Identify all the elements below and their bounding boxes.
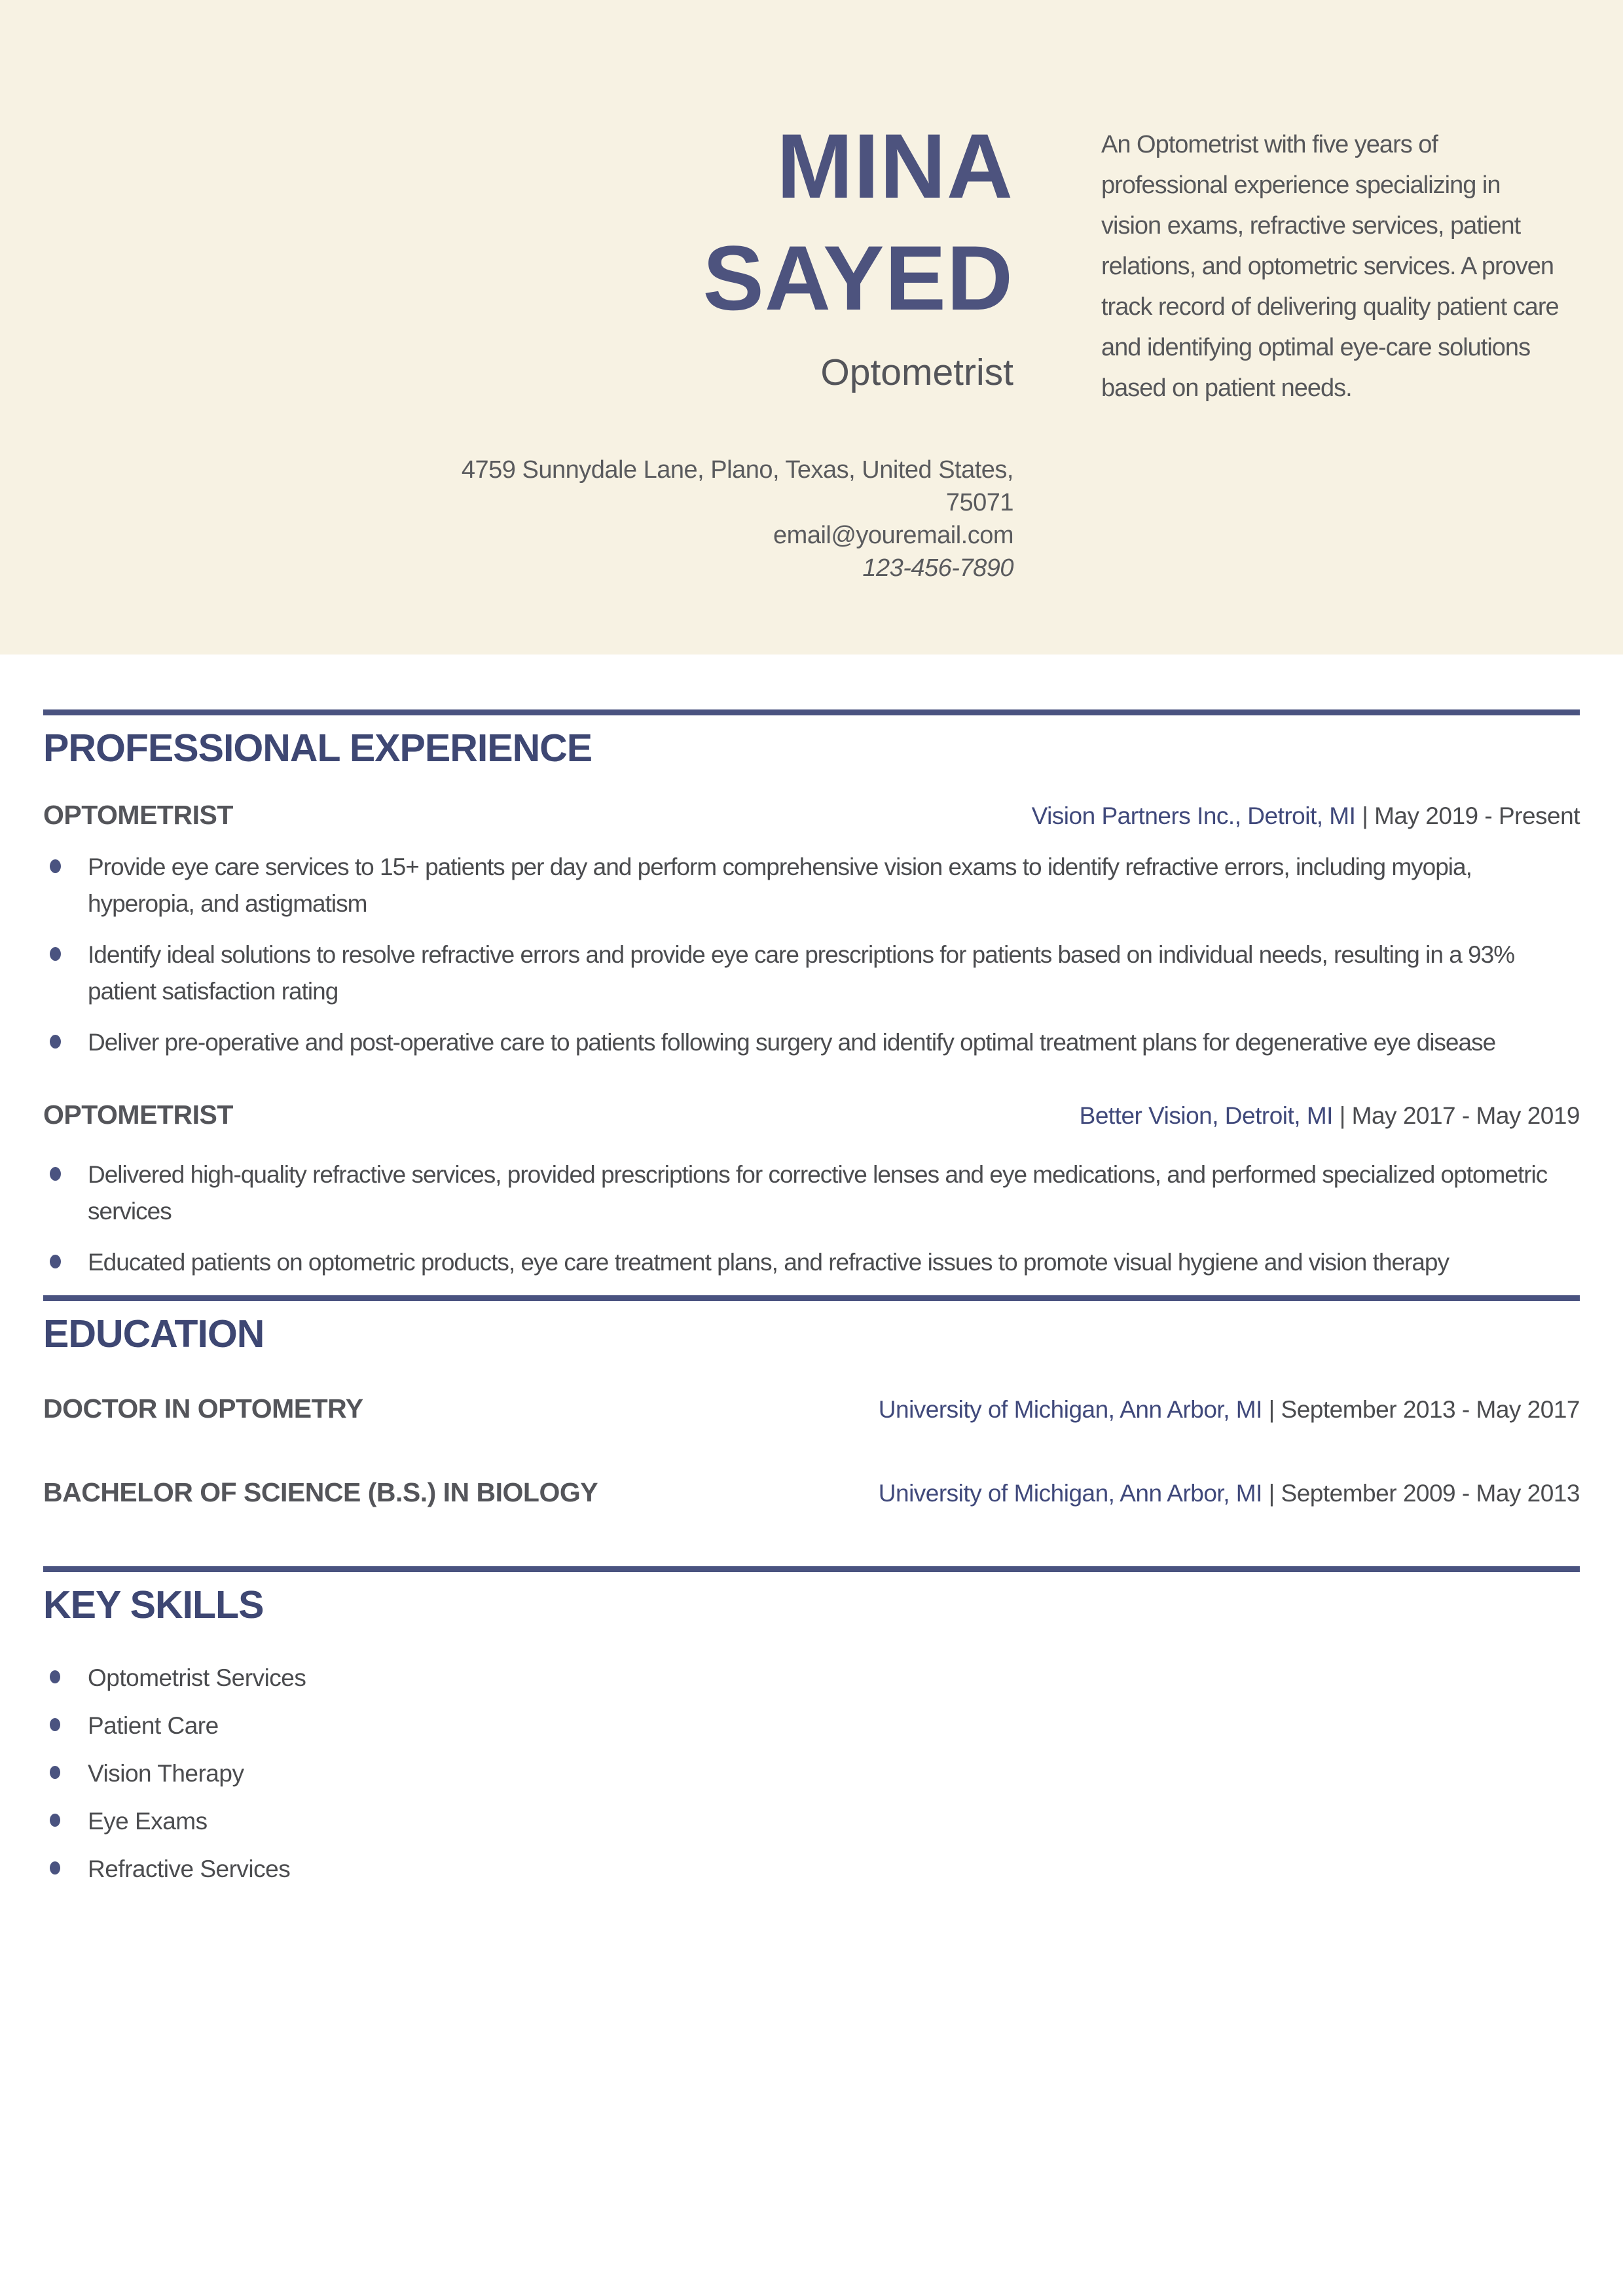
first-name: MINA — [776, 115, 1013, 217]
job-bullet-list — [43, 1157, 1580, 1281]
contact-phone: 123-456-7890 — [862, 554, 1013, 582]
job-header — [43, 1098, 1580, 1133]
last-name: SAYED — [702, 226, 1013, 329]
contact-block — [0, 454, 1013, 584]
job-dates: May 2017 - May 2019 — [1351, 1102, 1580, 1129]
meta-separator: | — [1362, 802, 1368, 829]
person-job-title: Optometrist — [820, 351, 1013, 393]
job-role: OPTOMETRIST — [43, 800, 233, 830]
name-block — [0, 110, 1013, 394]
contact-address-line1: 4759 Sunnydale Lane, Plano, Texas, United States, — [461, 456, 1013, 484]
job-bullet: Delivered high-quality refractive services, provided prescriptions for corrective lenses and eye medications, and performed specialized optometric services — [43, 1157, 1580, 1230]
experience-divider — [43, 709, 1580, 715]
resume-body — [0, 655, 1623, 1899]
job-meta — [1032, 799, 1580, 833]
job-dates: May 2019 - Present — [1374, 802, 1580, 829]
job-bullet: Deliver pre-operative and post-operative care to patients following surgery and identify optimal treatment plans for degenerative eye disease — [43, 1024, 1580, 1061]
degree-school: University of Michigan, Ann Arbor, MI — [878, 1480, 1262, 1507]
job-bullet-list — [43, 849, 1580, 1061]
job-company: Better Vision, Detroit, MI — [1079, 1102, 1333, 1129]
skills-section-title: KEY SKILLS — [43, 1583, 264, 1626]
job-bullet: Educated patients on optometric products, eye care treatment plans, and refractive issues to promote visual hygiene and vision therapy — [43, 1244, 1580, 1281]
degree-meta — [879, 1393, 1580, 1427]
job-bullet: Provide eye care services to 15+ patients per day and perform comprehensive vision exams to identify refractive errors, including myopia, hyperopia, and astigmatism — [43, 849, 1580, 922]
skill-item: Optometrist Services — [43, 1660, 1580, 1696]
education-row — [43, 1391, 1580, 1427]
job-role: OPTOMETRIST — [43, 1100, 233, 1130]
skills-list — [43, 1660, 1580, 1888]
skills-divider — [43, 1566, 1580, 1572]
degree-name: BACHELOR OF SCIENCE (B.S.) IN BIOLOGY — [43, 1477, 598, 1507]
resume-header — [0, 0, 1623, 655]
meta-separator: | — [1339, 1102, 1345, 1129]
education-row — [43, 1475, 1580, 1511]
person-name — [0, 110, 1013, 334]
meta-separator: | — [1268, 1480, 1275, 1507]
degree-dates: September 2013 - May 2017 — [1281, 1396, 1580, 1423]
profile-summary: An Optometrist with five years of professional experience specializing in vision exams, refractive services, patient relations, and optometric services. A proven track record of delivering quality patient care and identifying optimal eye-care solutions based on patient needs. — [1101, 131, 1559, 402]
degree-dates: September 2009 - May 2013 — [1281, 1480, 1580, 1507]
job-bullet: Identify ideal solutions to resolve refractive errors and provide eye care prescriptions for patients based on individual needs, resulting in a 93% patient satisfaction rating — [43, 937, 1580, 1010]
education-divider — [43, 1295, 1580, 1301]
meta-separator: | — [1268, 1396, 1275, 1423]
job-company: Vision Partners Inc., Detroit, MI — [1031, 802, 1356, 829]
contact-email: email@youremail.com — [773, 522, 1013, 549]
job-header — [43, 798, 1580, 833]
skill-item: Patient Care — [43, 1708, 1580, 1744]
degree-school: University of Michigan, Ann Arbor, MI — [878, 1396, 1262, 1423]
skill-item: Vision Therapy — [43, 1755, 1580, 1792]
experience-section-title: PROFESSIONAL EXPERIENCE — [43, 726, 593, 770]
degree-meta — [879, 1477, 1580, 1511]
degree-name: DOCTOR IN OPTOMETRY — [43, 1393, 363, 1424]
education-section-title: EDUCATION — [43, 1312, 264, 1355]
skill-item: Refractive Services — [43, 1851, 1580, 1888]
contact-address-line2: 75071 — [945, 489, 1013, 516]
skill-item: Eye Exams — [43, 1803, 1580, 1840]
job-meta — [1080, 1099, 1580, 1133]
